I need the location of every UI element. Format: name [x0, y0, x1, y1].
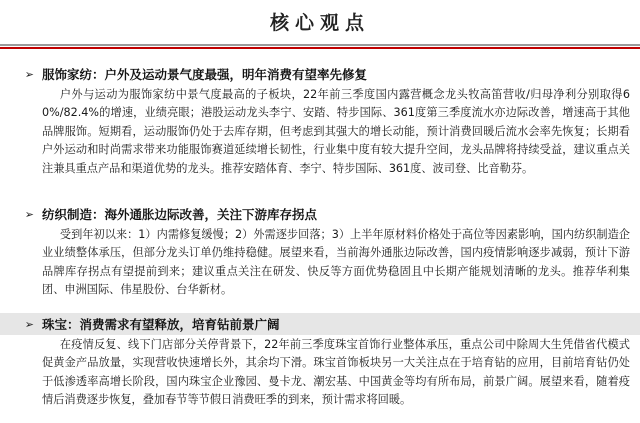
section-heading-row	[0, 63, 640, 85]
arrow-bullet-icon: ➢	[24, 317, 34, 331]
arrow-bullet-icon: ➢	[24, 67, 34, 81]
section-body: 户外与运动为服饰家纺中景气度最高的子板块，22年前三季度国内露营概念龙头牧高笛营收/归母净利分别取得60%/82.4%的增速，业绩亮眼；港股运动龙头李宁、安踏、特步国际、361度第三季度流水亦边际改善，增速高于其他品牌服饰。短期看，运动服饰仍处于去库存期，但考虑到其强大的增长动能，预计消费回暖后流水会率先恢复；长期看户外运动和时尚需求带来功能服饰赛道延续增长韧性，行业集中度有较大提升空间，龙头品牌将持续受益，建议重点关注兼具重点产品和渠道优势的龙头。推荐安踏体育、李宁、特步国际、361度、波司登、比音勒芬。	[42, 88, 630, 175]
page-title: 核心观点	[269, 12, 370, 34]
page-header	[0, 0, 640, 48]
section-heading-row	[0, 313, 640, 335]
section-body: 在疫情反复、线下门店部分关停背景下，22年前三季度珠宝首饰行业整体承压，重点公司中除周大生凭借省代模式促黄金产品放量，实现营收快速增长外，其余均下滑。珠宝首饰板块另一大关注点在于培育钻的应用，目前培育钻仍处于低渗透率高增长阶段，国内珠宝企业豫园、曼卡龙、潮宏基、中国黄金等均有所布局，前景广阔。展望来看，随着疫情后消费逐步恢复，叠加春节等节假日消费旺季的到来，预计需求将回暖。	[42, 338, 630, 407]
section-body: 受到年初以来：1）内需修复缓慢；2）外需逐步回落；3）上半年原材料价格处于高位等因素影响，国内纺织制造企业业绩整体承压，但部分龙头订单仍维持稳健。展望来看，当前海外通胀边际改善，国内疫情影响逐步减弱，预计下游品牌库存拐点有望提前到来；建议重点关注在研发、快反等方面优势稳固且中长期产能规划清晰的龙头。推荐华利集团、申洲国际、伟星股份、台华新材。	[42, 228, 630, 297]
header-divider-gray	[0, 44, 640, 46]
section-heading-row	[0, 203, 640, 225]
section-heading: 纺织制造：海外通胀边际改善，关注下游库存拐点	[42, 207, 318, 222]
header-divider-red	[0, 47, 640, 49]
arrow-bullet-icon: ➢	[24, 207, 34, 221]
section-heading: 服饰家纺：户外及运动景气度最强，明年消费有望率先修复	[42, 67, 368, 82]
section-heading: 珠宝：消费需求有望释放，培育钻前景广阔	[42, 317, 280, 332]
